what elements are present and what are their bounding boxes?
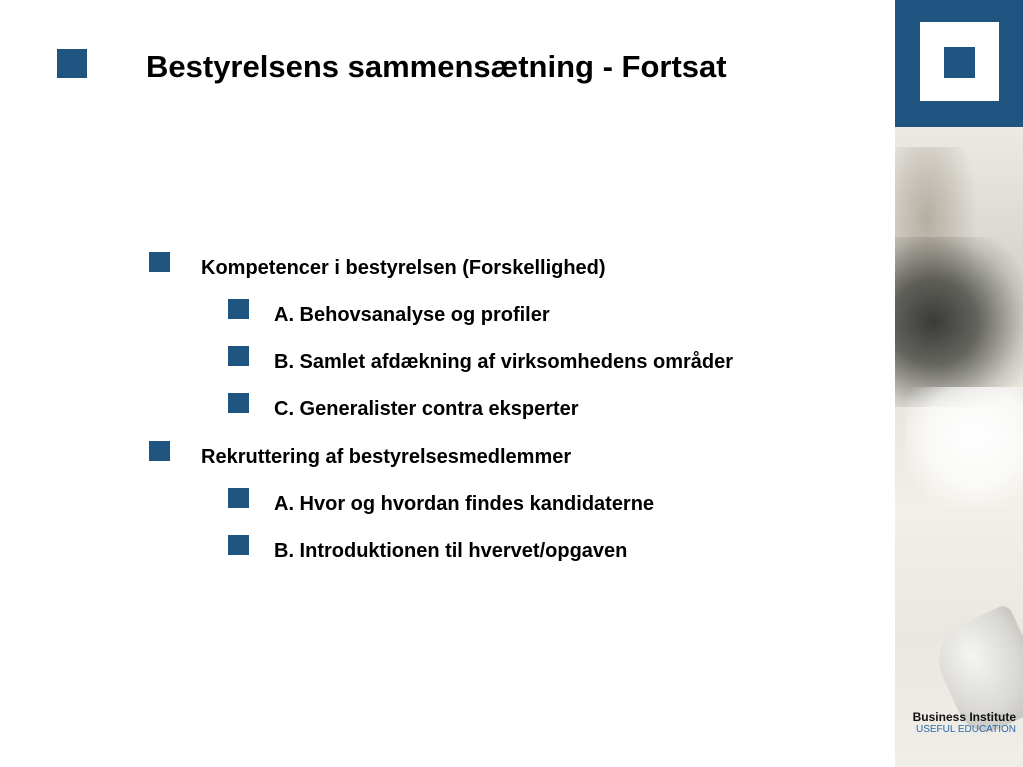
- list-item-level2: C. Generalister contra eksperter: [274, 398, 579, 420]
- slide-title: Bestyrelsens sammensætning - Fortsat: [146, 49, 727, 84]
- brand-logo: [913, 710, 1016, 736]
- logo-block: [895, 0, 1023, 127]
- square-bullet-icon: [228, 535, 249, 555]
- decorative-photo: [895, 127, 1023, 767]
- list-item-level2: A. Hvor og hvordan findes kandidaterne: [274, 493, 655, 515]
- title-bullet-icon: [57, 49, 87, 78]
- brand-tagline: USEFUL EDUCATION: [915, 724, 1016, 735]
- square-bullet-icon: [228, 346, 249, 366]
- brand-name: Business Institute: [912, 710, 1016, 724]
- list-item-level2: A. Behovsanalyse og profiler: [274, 304, 550, 326]
- square-logo-icon: [944, 47, 975, 78]
- square-bullet-icon: [228, 299, 249, 319]
- logo-frame: [920, 22, 999, 101]
- square-bullet-icon: [228, 393, 249, 413]
- list-item-level2: B. Introduktionen til hvervet/opgaven: [274, 540, 628, 562]
- square-bullet-icon: [228, 488, 249, 508]
- list-item-level2: B. Samlet afdækning af virksomhedens områder: [274, 351, 734, 373]
- side-panel: [895, 0, 1023, 767]
- square-bullet-icon: [149, 252, 170, 272]
- list-item-level1: Kompetencer i bestyrelsen (Forskellighed): [201, 257, 606, 279]
- square-bullet-icon: [149, 441, 170, 461]
- list-item-level1: Rekruttering af bestyrelsesmedlemmer: [201, 446, 572, 468]
